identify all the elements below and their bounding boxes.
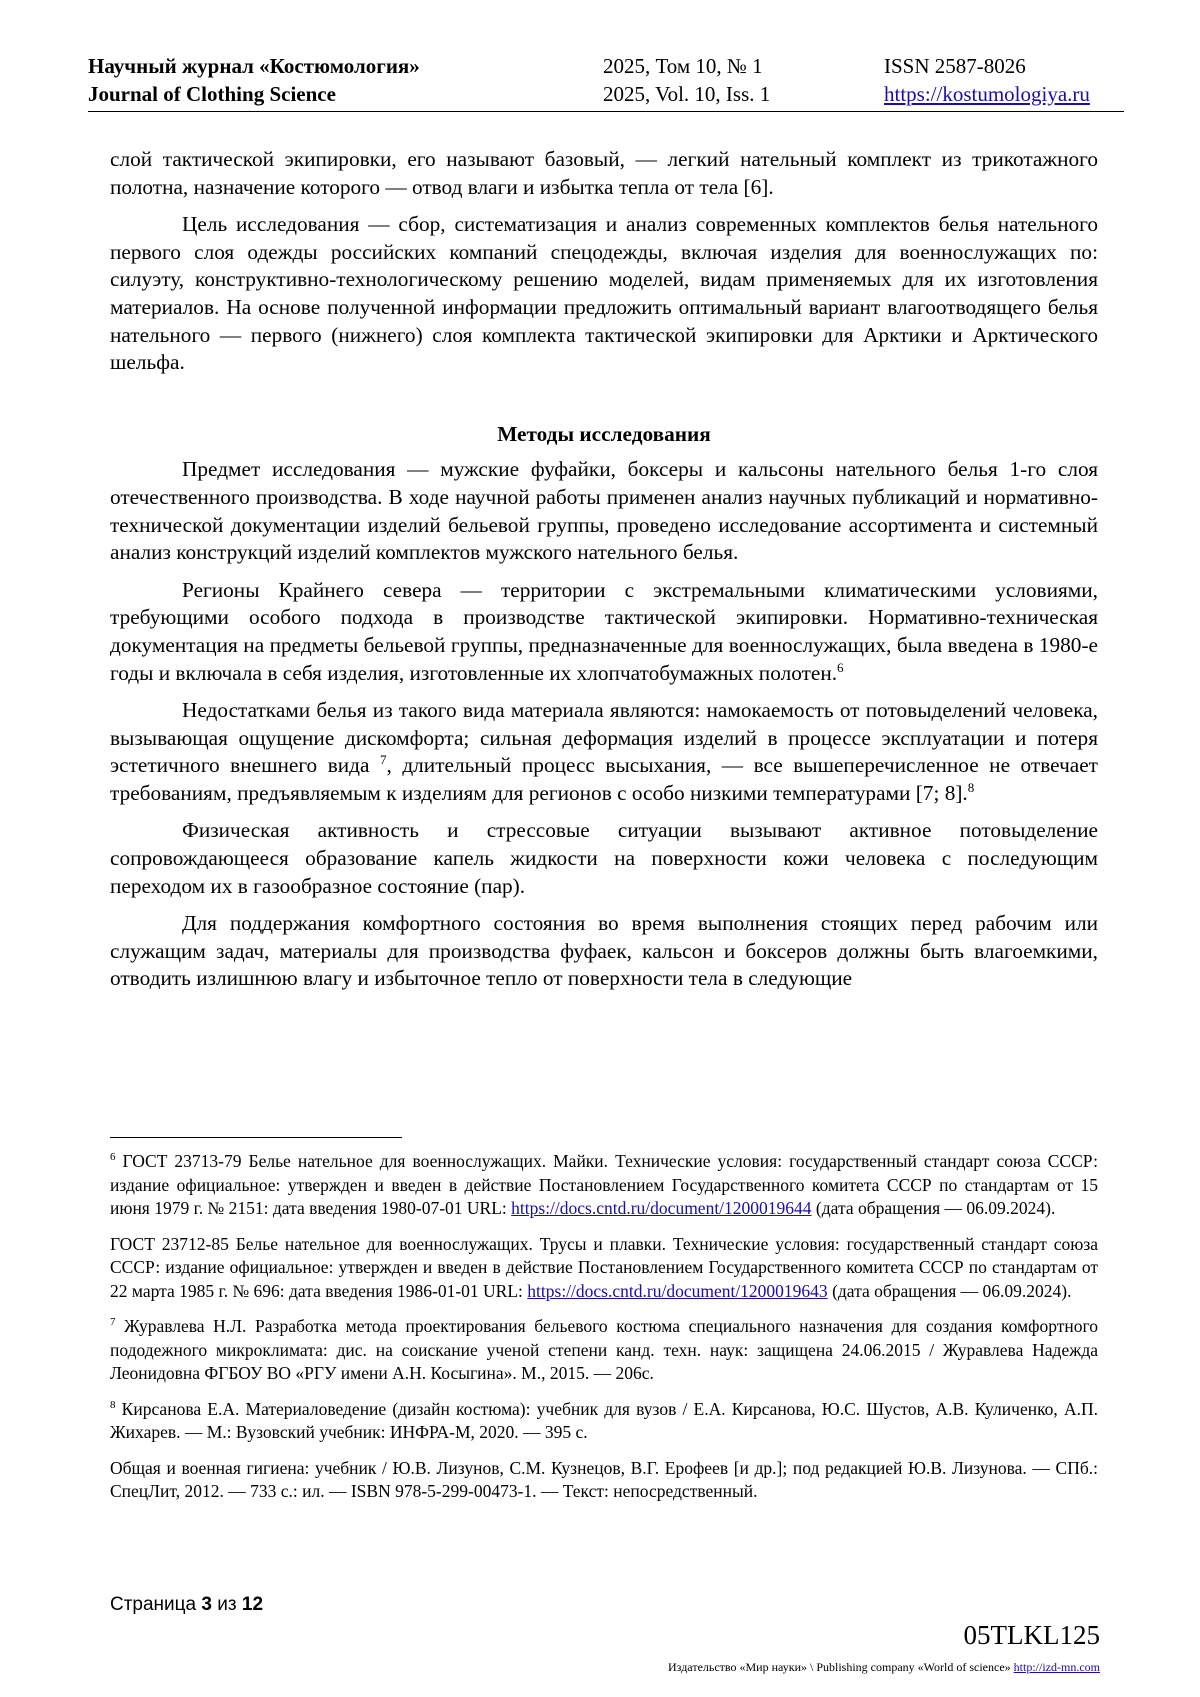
section-title-methods: Методы исследования xyxy=(497,421,711,446)
footnote-7 xyxy=(110,1315,1098,1386)
paragraph-continuation: слой тактической экипировки, его называют базовый, — легкий нательный комплект из трикотажного полотна, назначение которого — отвод влаги и избытка тепла от тела [6]. xyxy=(110,147,1098,199)
journal-title-en: Journal of Clothing Science xyxy=(88,82,336,106)
issue-info-block xyxy=(603,52,770,108)
paragraph-drawbacks xyxy=(110,697,1098,807)
footnote-6-text: ГОСТ 23713-79 Белье нательное для военнослужащих. Майки. Технические условия: государственный стандарт союза СССР: издание официальное: утвержден и введен в действие Постановлением Государственного комитета СССР по стандартам от 15 июня 1979 г. № 2151: дата введения 1980-07-01 URL: xyxy=(110,1151,1098,1218)
paragraph-drawbacks-text-a: Недостатками белья из такого вида материала являются: намокаемость от потовыделений человека, вызывающая ощущение дискомфорта; сильная деформация изделий в процессе эксплуатации и потеря эстетичного внешнего вида xyxy=(110,698,1098,778)
footnote-ref-7[interactable]: 7 xyxy=(379,752,387,768)
footnote-6b-tail: (дата обращения — 06.09.2024). xyxy=(827,1280,1072,1301)
paragraph-comfort: Для поддержания комфортного состояния во время выполнения стоящих перед рабочим или служащим задач, материалы для производства фуфаек, кальсон и боксеров должны быть влагоемкими, отводить излишнюю влагу и избыточное тепло от поверхности тела в следующие xyxy=(110,911,1098,991)
footnote-6b xyxy=(110,1233,1098,1304)
page-current: 3 xyxy=(201,1594,212,1615)
page-number xyxy=(110,1594,263,1616)
article-body xyxy=(110,146,1098,1003)
issue-info-ru: 2025, Том 10, № 1 xyxy=(603,54,763,78)
footnote-divider xyxy=(110,1137,402,1138)
paragraph-activity: Физическая активность и стрессовые ситуации вызывают активное потовыделение сопровождающееся образование капель жидкости на поверхности кожи человека с последующим переходом их в газообразное состояние (пар). xyxy=(110,818,1098,898)
paragraph-regions xyxy=(110,577,1098,687)
footnotes xyxy=(110,1150,1098,1516)
publisher-link[interactable]: http://izd-mn.com xyxy=(1013,1660,1100,1674)
footnote-7-number: 7 xyxy=(110,1316,116,1329)
header-divider xyxy=(88,111,1124,112)
footnote-8b: Общая и военная гигиена: учебник / Ю.В. Лизунов, С.М. Кузнецов, В.Г. Ерофеев [и др.]; под редакцией Ю.В. Лизунова. — СПб.: СпецЛит, 2012. — 733 с.: ил. — ISBN 978-5-299-00473-1. — Текст: непосредственный. xyxy=(110,1457,1098,1501)
footnote-ref-6[interactable]: 6 xyxy=(837,659,844,675)
journal-title-ru: Научный журнал «Костюмология» xyxy=(88,54,420,78)
footnote-6-number: 6 xyxy=(110,1151,116,1164)
journal-url-link[interactable]: https://kostumologiya.ru xyxy=(884,82,1090,106)
article-code: 05TLKL125 xyxy=(963,1620,1100,1650)
issn: ISSN 2587-8026 xyxy=(884,54,1026,78)
issue-info-en: 2025, Vol. 10, Iss. 1 xyxy=(603,82,771,106)
footnote-6 xyxy=(110,1150,1098,1221)
page-total: 12 xyxy=(241,1594,264,1615)
footnote-6b-link[interactable]: https://docs.cntd.ru/document/1200019643 xyxy=(527,1280,828,1301)
paragraph-goal: Цель исследования — сбор, систематизация и анализ современных комплектов белья нательного первого слоя одежды российских компаний спецодежды, включая изделия для военнослужащих по: силуэту, конструктивно-технологическому решению моделей, видам применяемых для их изготовления материалов. На основе полученной информации предложить оптимальный вариант влагоотводящего белья нательного — первого (нижнего) слоя комплекта тактической экипировки для Арктики и Арктического шельфа. xyxy=(110,212,1098,375)
publisher-text: Издательство «Мир науки» \ Publishing company «World of science» xyxy=(668,1660,1014,1674)
issn-block xyxy=(884,52,1090,108)
journal-title-block xyxy=(88,52,420,108)
footnote-8-text: Кирсанова Е.А. Материаловедение (дизайн костюма): учебник для вузов / Е.А. Кирсанова, Ю.С. Шустов, А.В. Куличенко, А.П. Жихарев. — М.: Вузовский учебник: ИНФРА-М, 2020. — 395 с. xyxy=(110,1398,1098,1442)
page-prefix: Страница xyxy=(110,1594,202,1615)
footnote-6-tail: (дата обращения — 06.09.2024). xyxy=(811,1198,1056,1218)
footnote-6-link[interactable]: https://docs.cntd.ru/document/1200019644 xyxy=(511,1198,812,1218)
paragraph-drawbacks-text-b: , длительный процесс высыхания, — все вышеперечисленное не отвечает требованиям, предъявляемым к изделиям для регионов с особо низкими температурами [7; 8]. xyxy=(110,753,1098,805)
footnote-8 xyxy=(110,1398,1098,1445)
journal-header xyxy=(88,52,1124,112)
paragraph-regions-text: Регионы Крайнего севера — территории с экстремальными климатическими условиями, требующими особого подхода в производстве тактической экипировки. Нормативно-техническая документация на предметы бельевой группы, предназначенные для военнослужащих, была введена в 1980-е годы и включала в себя изделия, изготовленные их хлопчатобумажных полотен. xyxy=(110,577,1098,685)
footnote-6b-text: ГОСТ 23712-85 Белье нательное для военнослужащих. Трусы и плавки. Технические условия: государственный стандарт союза СССР: издание официальное: утвержден и введен в действие Постановлением Государственного комитета СССР по стандартам от 22 марта 1985 г. № 696: дата введения 1986-01-01 URL: xyxy=(110,1233,1098,1301)
footnote-8-number: 8 xyxy=(110,1398,116,1411)
footnote-7-text: Журавлева Н.Л. Разработка метода проектирования бельевого костюма специального назначения для создания комфортного пододежного микроклимата: дис. на соискание ученой степени канд. техн. наук: защищена 24.06.2015 / Журавлева Надежда Леонидовна ФГБОУ ВО «РГУ имени А.Н. Косыгина». М., 2015. — 206с. xyxy=(110,1316,1098,1383)
paragraph-subject: Предмет исследования — мужские фуфайки, боксеры и кальсоны нательного белья 1-го слоя отечественного производства. В ходе научной работы применен анализ научных публикаций и нормативно-технической документации изделий бельевой группы, проведено исследование ассортимента и системный анализ конструкций изделий комплектов мужского нательного белья. xyxy=(110,457,1098,565)
footnote-ref-8[interactable]: 8 xyxy=(967,779,975,795)
publisher-line xyxy=(668,1660,1100,1675)
page-mid: из xyxy=(211,1594,242,1615)
